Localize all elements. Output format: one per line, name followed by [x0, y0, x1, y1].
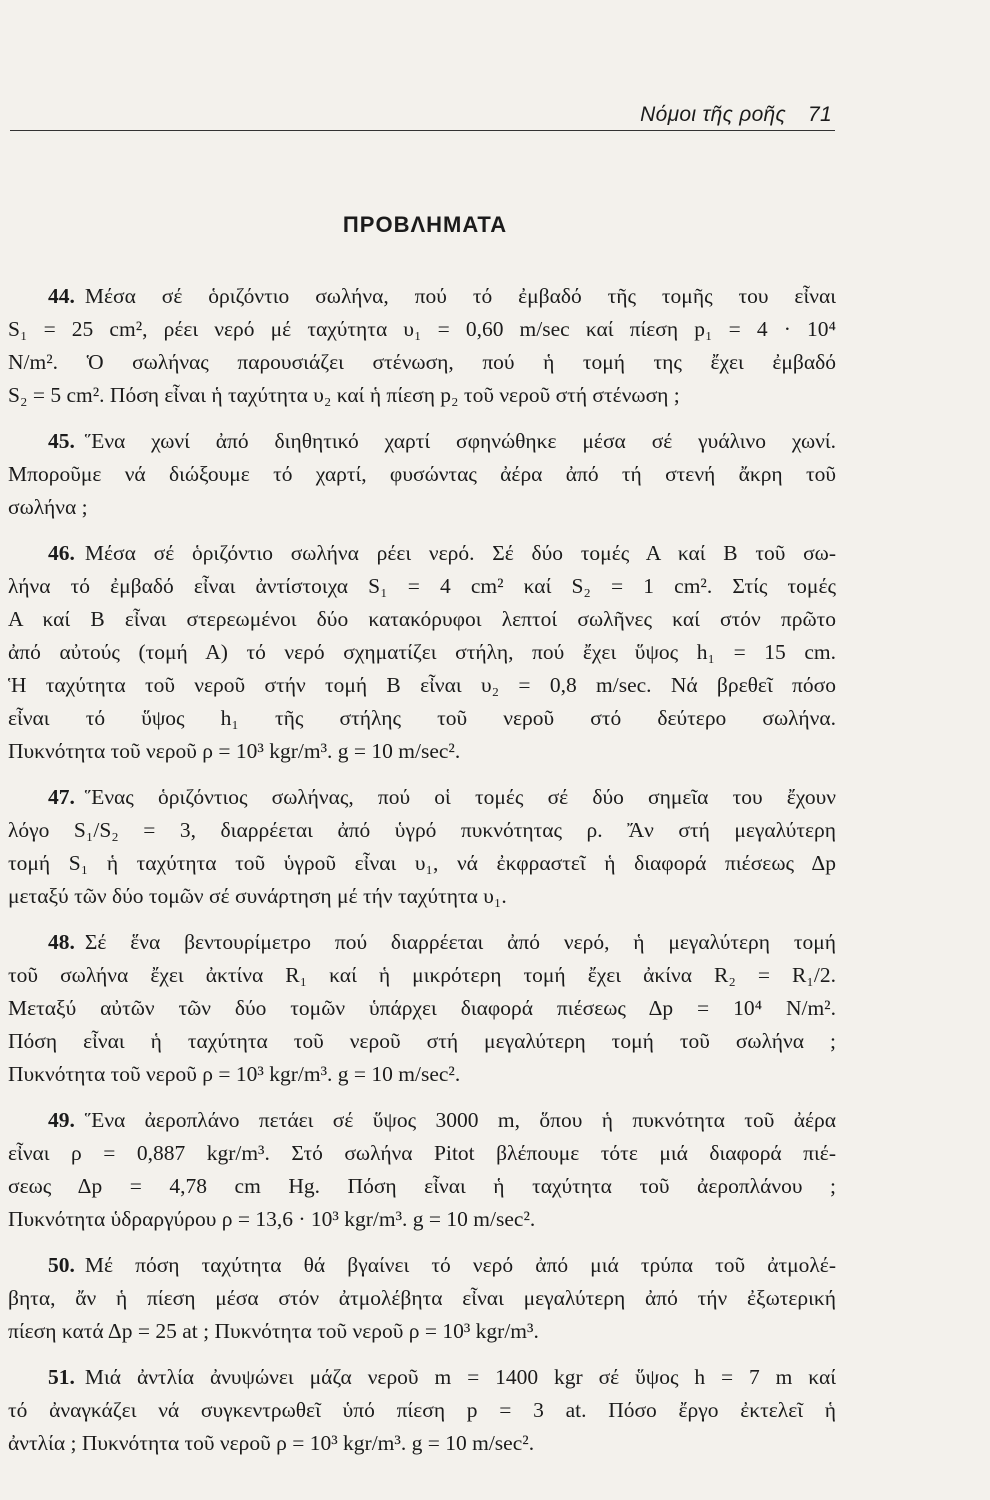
running-head-title: Νόμοι τῆς ροῆς: [640, 103, 787, 126]
problem-49: [8, 1104, 836, 1236]
problem-number: 49.: [48, 1108, 75, 1132]
problem-text: εἶναι τό ὕψος h₁ τῆς στήλης τοῦ νεροῦ στό δεύτερο σωλήνα.: [8, 706, 836, 730]
header-rule: [10, 130, 835, 131]
problem-line: [8, 537, 836, 570]
problem-line: [8, 425, 836, 458]
problem-text: Α καί Β εἶναι στερεωμένοι δύο κατακόρυφοι λεπτοί σωλῆνες καί στόν πρῶτο: [8, 607, 836, 631]
problem-line: [8, 280, 836, 313]
problem-line: [8, 814, 836, 847]
problem-text: Ἕνας ὁριζόντιος σωλήνας, πού οἱ τομές σέ δύο σημεῖα του ἔχουν: [84, 785, 836, 809]
problem-number: 50.: [48, 1253, 75, 1277]
problem-text: τό ἀναγκάζει νά συγκεντρωθεῖ ὑπό πίεση p = 3 at. Πόσο ἔργο ἐκτελεῖ ἡ: [8, 1398, 836, 1422]
problem-text: βητα, ἄν ἡ πίεση μέσα στόν ἀτμολέβητα εἶναι μεγαλύτερη ἀπό τήν ἐξωτερική: [8, 1286, 836, 1310]
problem-line: [8, 1203, 836, 1236]
problem-46: [8, 537, 836, 768]
problem-line: [8, 781, 836, 814]
problem-text: S₂ = 5 cm². Πόση εἶναι ἡ ταχύτητα υ₂ καί ἡ πίεση p₂ τοῦ νεροῦ στή στένωση ;: [8, 383, 680, 407]
problem-51: [8, 1361, 836, 1460]
problem-line: [8, 880, 836, 913]
problem-number: 51.: [48, 1365, 75, 1389]
problem-50: [8, 1249, 836, 1348]
problem-number: 47.: [48, 785, 75, 809]
section-title: ΠΡΟΒΛΗΜΑΤΑ: [342, 212, 508, 237]
problem-text: λόγο S₁/S₂ = 3, διαρρέεται ἀπό ὑγρό πυκνότητας ρ. Ἄν στή μεγαλύτερη: [8, 818, 836, 842]
problem-text: Μποροῦμε νά διώξουμε τό χαρτί, φυσώντας ἀέρα ἀπό τή στενή ἄκρη τοῦ: [8, 462, 836, 486]
problem-line: [8, 346, 836, 379]
problem-text: Μέ πόση ταχύτητα θά βγαίνει τό νερό ἀπό μιά τρύπα τοῦ ἀτμολέ-: [84, 1253, 836, 1277]
problem-line: [8, 1361, 836, 1394]
problem-line: [8, 1137, 836, 1170]
problem-line: [8, 847, 836, 880]
problem-text: εἶναι ρ = 0,887 kgr/m³. Στό σωλήνα Pitot βλέπουμε τότε μιά διαφορά πιέ-: [8, 1141, 836, 1165]
problem-list: [8, 280, 836, 1473]
problem-line: [8, 1394, 836, 1427]
problem-45: [8, 425, 836, 524]
problem-line: [8, 1282, 836, 1315]
problem-text: σωλήνα ;: [8, 495, 88, 519]
problem-line: [8, 735, 836, 768]
problem-text: Πυκνότητα τοῦ νεροῦ ρ = 10³ kgr/m³. g = 10 m/sec².: [8, 1062, 461, 1086]
problem-line: [8, 959, 836, 992]
problem-text: Μέσα σέ ὁριζόντιο σωλήνα ρέει νερό. Σέ δύο τομές Α καί Β τοῦ σω-: [84, 541, 836, 565]
problem-line: [8, 603, 836, 636]
running-head: [640, 103, 832, 127]
problem-line: [8, 1104, 836, 1137]
problem-text: μεταξύ τῶν δύο τομῶν σέ συνάρτηση μέ τήν ταχύτητα υ₁.: [8, 884, 507, 908]
problem-text: λήνα τό ἐμβαδό εἶναι ἀντίστοιχα S₁ = 4 cm² καί S₂ = 1 cm². Στίς τομές: [8, 574, 836, 598]
problem-44: [8, 280, 836, 412]
problem-line: [8, 1427, 836, 1460]
problem-line: [8, 313, 836, 346]
problem-line: [8, 1315, 836, 1348]
problem-line: [8, 491, 836, 524]
problem-line: [8, 702, 836, 735]
problem-text: πίεση κατά Δp = 25 at ; Πυκνότητα τοῦ νεροῦ ρ = 10³ kgr/m³.: [8, 1319, 539, 1343]
problem-text: τομή S₁ ἡ ταχύτητα τοῦ ὑγροῦ εἶναι υ₁, νά ἐκφραστεῖ ἡ διαφορά πιέσεως Δp: [8, 851, 836, 875]
problem-line: [8, 1058, 836, 1091]
problem-line: [8, 570, 836, 603]
problem-line: [8, 379, 836, 412]
problem-number: 45.: [48, 429, 75, 453]
problem-line: [8, 1025, 836, 1058]
problem-line: [8, 926, 836, 959]
problem-text: N/m². Ὁ σωλήνας παρουσιάζει στένωση, πού ἡ τομή της ἔχει ἐμβαδό: [8, 350, 836, 374]
problem-number: 46.: [48, 541, 75, 565]
problem-line: [8, 1249, 836, 1282]
problem-47: [8, 781, 836, 913]
problem-text: Σέ ἕνα βεντουρίμετρο πού διαρρέεται ἀπό νερό, ἡ μεγαλύτερη τομή: [84, 930, 836, 954]
problem-number: 48.: [48, 930, 75, 954]
problem-text: σεως Δp = 4,78 cm Hg. Πόση εἶναι ἡ ταχύτητα τοῦ ἀεροπλάνου ;: [8, 1174, 836, 1198]
problem-text: Ἡ ταχύτητα τοῦ νεροῦ στήν τομή Β εἶναι υ₂ = 0,8 m/sec. Νά βρεθεῖ πόσο: [8, 673, 836, 697]
problem-48: [8, 926, 836, 1091]
problem-line: [8, 992, 836, 1025]
problem-text: S₁ = 25 cm², ρέει νερό μέ ταχύτητα υ₁ = 0,60 m/sec καί πίεση p₁ = 4 · 10⁴: [8, 317, 836, 341]
problem-text: Μεταξύ αὐτῶν τῶν δύο τομῶν ὑπάρχει διαφορά πιέσεως Δp = 10⁴ N/m².: [8, 996, 836, 1020]
problem-text: Πυκνότητα τοῦ νεροῦ ρ = 10³ kgr/m³. g = 10 m/sec².: [8, 739, 461, 763]
problem-text: Ἕνα ἀεροπλάνο πετάει σέ ὕψος 3000 m, ὅπου ἡ πυκνότητα τοῦ ἀέρα: [84, 1108, 836, 1132]
problem-text: Πυκνότητα ὑδραργύρου ρ = 13,6 · 10³ kgr/m³. g = 10 m/sec².: [8, 1207, 536, 1231]
problem-line: [8, 1170, 836, 1203]
problem-text: ἀντλία ; Πυκνότητα τοῦ νεροῦ ρ = 10³ kgr/m³. g = 10 m/sec².: [8, 1431, 535, 1455]
problem-text: Μέσα σέ ὁριζόντιο σωλήνα, πού τό ἐμβαδό τῆς τομῆς του εἶναι: [84, 284, 836, 308]
problem-line: [8, 458, 836, 491]
problem-line: [8, 669, 836, 702]
page-number: 71: [808, 103, 832, 126]
problem-number: 44.: [48, 284, 75, 308]
problem-text: ἀπό αὐτούς (τομή Α) τό νερό σχηματίζει στήλη, πού ἔχει ὕψος h₁ = 15 cm.: [8, 640, 836, 664]
problem-text: Ἕνα χωνί ἀπό διηθητικό χαρτί σφηνώθηκε μέσα σέ γυάλινο χωνί.: [84, 429, 836, 453]
problem-text: τοῦ σωλήνα ἔχει ἀκτίνα R₁ καί ἡ μικρότερη τομή ἔχει ἀκίνα R₂ = R₁/2.: [8, 963, 836, 987]
problem-text: Μιά ἀντλία ἀνυψώνει μάζα νεροῦ m = 1400 kgr σέ ὕψος h = 7 m καί: [84, 1365, 836, 1389]
problem-line: [8, 636, 836, 669]
problem-text: Πόση εἶναι ἡ ταχύτητα τοῦ νεροῦ στή μεγαλύτερη τομή τοῦ σωλήνα ;: [8, 1029, 836, 1053]
